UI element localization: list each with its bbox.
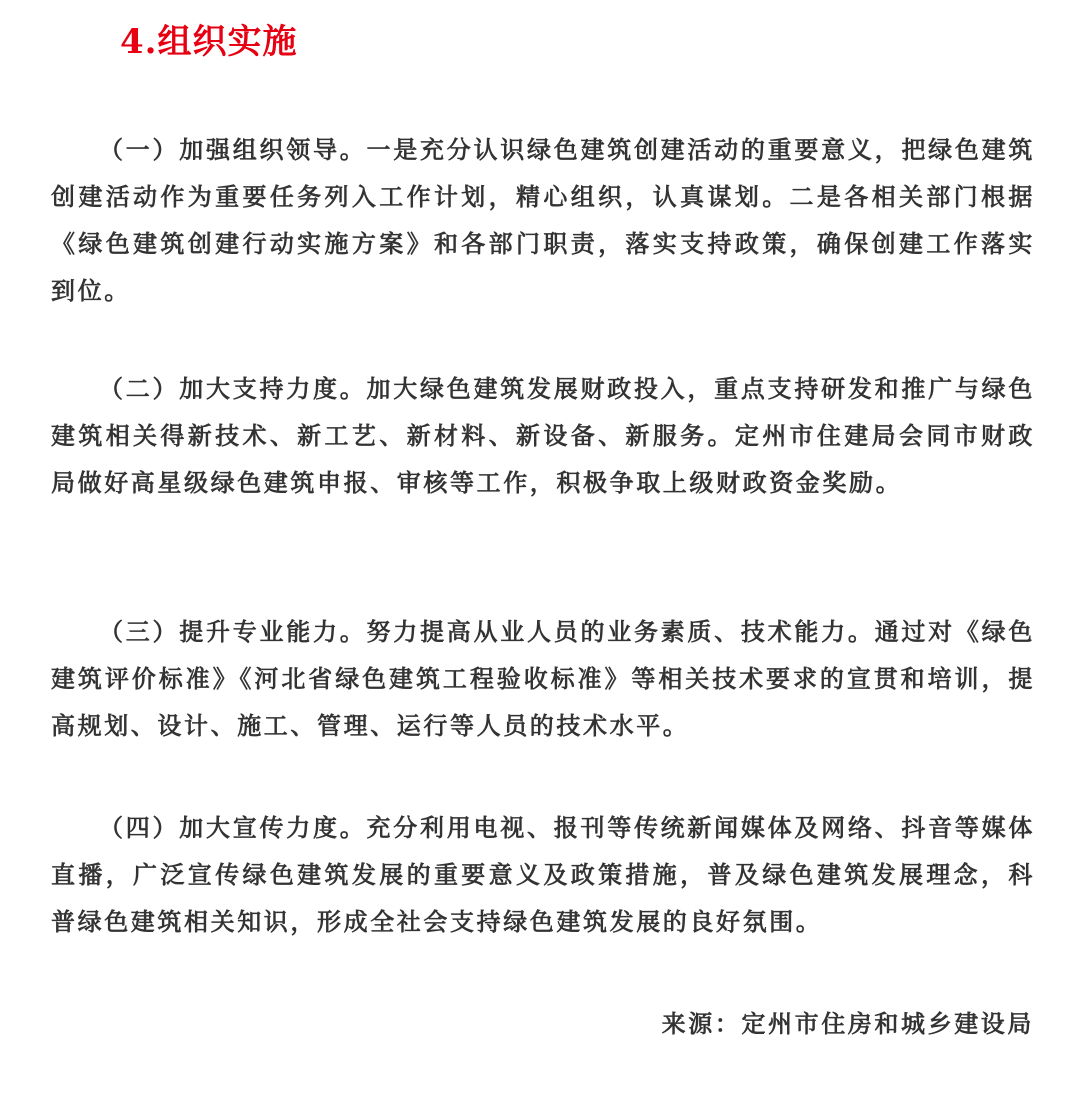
source-attribution: 来源：定州市住房和城乡建设局 (661, 1009, 1034, 1038)
paragraph-organization-leadership: （一）加强组织领导。一是充分认识绿色建筑创建活动的重要意义，把绿色建筑创建活动作为重要任务列入工作计划，精心组织，认真谋划。二是各相关部门根据《绿色建筑创建行动实施方案》和各部门职责，落实支持政策，确保创建工作落实到位。 (51, 135, 1035, 305)
paragraph-professional-capability: （三）提升专业能力。努力提高从业人员的业务素质、技术能力。通过对《绿色建筑评价标准》《河北省绿色建筑工程验收标准》等相关技术要求的宣贯和培训，提高规划、设计、施工、管理、运行等人员的技术水平。 (51, 617, 1035, 740)
section-heading: 4.组织实施 (120, 22, 298, 62)
paragraph-support-intensity: （二）加大支持力度。加大绿色建筑发展财政投入，重点支持研发和推广与绿色建筑相关得新技术、新工艺、新材料、新设备、新服务。定州市住建局会同市财政局做好高星级绿色建筑申报、审核等工作，积极争取上级财政资金奖励。 (51, 374, 1035, 497)
paragraph-publicity: （四）加大宣传力度。充分利用电视、报刊等传统新闻媒体及网络、抖音等媒体直播，广泛宣传绿色建筑发展的重要意义及政策措施，普及绿色建筑发展理念，科普绿色建筑相关知识，形成全社会支持绿色建筑发展的良好氛围。 (51, 813, 1035, 936)
